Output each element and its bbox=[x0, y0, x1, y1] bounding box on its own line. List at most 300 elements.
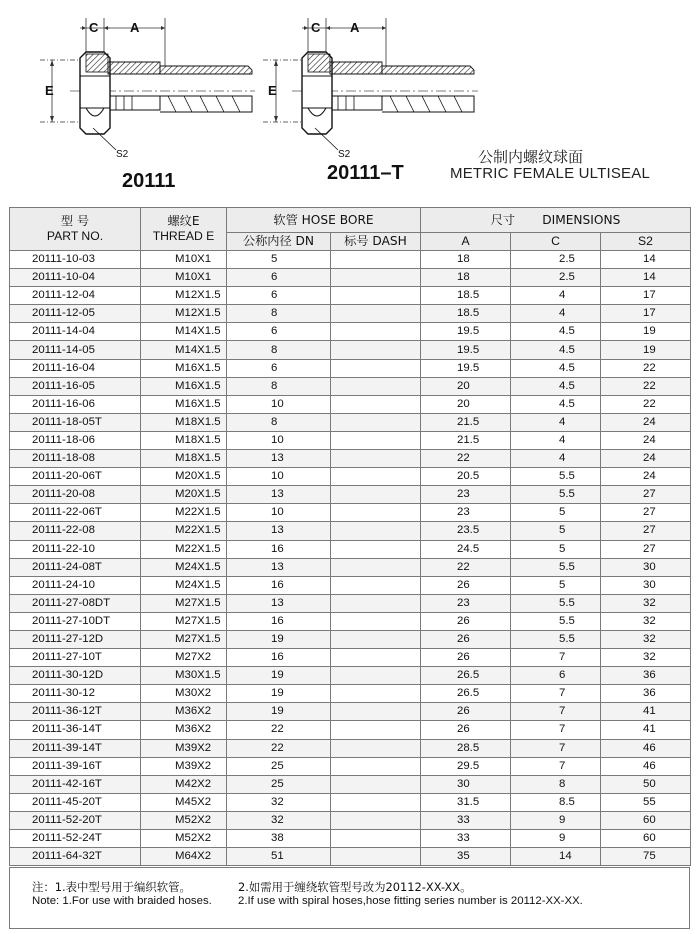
header-part-no bbox=[10, 208, 141, 251]
cell-s2: 24 bbox=[601, 468, 691, 486]
dim-a-label-2: A bbox=[350, 20, 360, 35]
cell-a: 26.5 bbox=[421, 667, 511, 685]
cell-dash bbox=[331, 540, 421, 558]
cell-thread: M52X2 bbox=[141, 811, 227, 829]
cell-c: 14 bbox=[511, 848, 601, 866]
cell-thread: M30X2 bbox=[141, 685, 227, 703]
cell-s2: 27 bbox=[601, 486, 691, 504]
cell-part-no: 20111-64-32T bbox=[10, 848, 141, 866]
cell-c: 9 bbox=[511, 830, 601, 848]
table-row bbox=[10, 757, 691, 775]
cell-c: 5 bbox=[511, 504, 601, 522]
cell-part-no: 20111-16-06 bbox=[10, 395, 141, 413]
cell-dash bbox=[331, 667, 421, 685]
note-cn-1: 注：1.表中型号用于编织软管。 bbox=[32, 880, 191, 894]
cell-thread: M52X2 bbox=[141, 830, 227, 848]
cell-a: 26 bbox=[421, 576, 511, 594]
model-number-20111: 20111 bbox=[122, 170, 176, 192]
cell-part-no: 20111-16-05 bbox=[10, 377, 141, 395]
cell-s2: 32 bbox=[601, 612, 691, 630]
header-part-en: PART NO. bbox=[46, 229, 104, 243]
cell-dash bbox=[331, 269, 421, 287]
cell-thread: M27X1.5 bbox=[141, 594, 227, 612]
cell-dash bbox=[331, 775, 421, 793]
cell-thread: M12X1.5 bbox=[141, 305, 227, 323]
cell-thread: M18X1.5 bbox=[141, 450, 227, 468]
table-row bbox=[10, 395, 691, 413]
cell-s2: 27 bbox=[601, 504, 691, 522]
table-row bbox=[10, 269, 691, 287]
cell-s2: 24 bbox=[601, 450, 691, 468]
cell-dn: 13 bbox=[227, 594, 331, 612]
cell-a: 26 bbox=[421, 649, 511, 667]
hex-s2-label-2: S2 bbox=[338, 149, 351, 160]
table-row bbox=[10, 721, 691, 739]
cell-c: 4.5 bbox=[511, 323, 601, 341]
cell-thread: M27X1.5 bbox=[141, 612, 227, 630]
cell-dn: 6 bbox=[227, 359, 331, 377]
cell-c: 5.5 bbox=[511, 486, 601, 504]
cell-dash bbox=[331, 649, 421, 667]
model-number-20111-t: 20111–T bbox=[327, 162, 404, 184]
cell-part-no: 20111-27-08DT bbox=[10, 594, 141, 612]
cell-dn: 19 bbox=[227, 630, 331, 648]
cell-dn: 16 bbox=[227, 649, 331, 667]
dim-e-label-1: E bbox=[45, 83, 54, 98]
cell-s2: 24 bbox=[601, 431, 691, 449]
cell-c: 7 bbox=[511, 721, 601, 739]
header-c: C bbox=[511, 233, 601, 251]
cell-s2: 46 bbox=[601, 757, 691, 775]
cell-part-no: 20111-52-24T bbox=[10, 830, 141, 848]
table-row bbox=[10, 377, 691, 395]
cell-dn: 19 bbox=[227, 667, 331, 685]
cell-s2: 46 bbox=[601, 739, 691, 757]
table-row bbox=[10, 612, 691, 630]
cell-dn: 13 bbox=[227, 486, 331, 504]
cell-a: 18.5 bbox=[421, 305, 511, 323]
table-row bbox=[10, 522, 691, 540]
table-row bbox=[10, 540, 691, 558]
header-a: A bbox=[421, 233, 511, 251]
cell-s2: 55 bbox=[601, 793, 691, 811]
cell-a: 24.5 bbox=[421, 540, 511, 558]
cell-part-no: 20111-52-20T bbox=[10, 811, 141, 829]
cell-part-no: 20111-20-08 bbox=[10, 486, 141, 504]
cell-a: 20 bbox=[421, 395, 511, 413]
cell-thread: M18X1.5 bbox=[141, 413, 227, 431]
cell-part-no: 20111-22-08 bbox=[10, 522, 141, 540]
cell-s2: 17 bbox=[601, 287, 691, 305]
cell-c: 5 bbox=[511, 540, 601, 558]
cell-part-no: 20111-12-05 bbox=[10, 305, 141, 323]
cell-a: 23 bbox=[421, 504, 511, 522]
cell-dash bbox=[331, 721, 421, 739]
cell-dash bbox=[331, 630, 421, 648]
cell-dash bbox=[331, 504, 421, 522]
cell-part-no: 20111-27-10DT bbox=[10, 612, 141, 630]
cell-a: 18 bbox=[421, 269, 511, 287]
cell-part-no: 20111-14-04 bbox=[10, 323, 141, 341]
cell-dash bbox=[331, 558, 421, 576]
cell-a: 31.5 bbox=[421, 793, 511, 811]
cell-dash bbox=[331, 377, 421, 395]
cell-dash bbox=[331, 594, 421, 612]
table-row bbox=[10, 685, 691, 703]
cell-dn: 8 bbox=[227, 413, 331, 431]
cell-part-no: 20111-20-06T bbox=[10, 468, 141, 486]
cell-c: 4 bbox=[511, 287, 601, 305]
table-row bbox=[10, 450, 691, 468]
cell-a: 19.5 bbox=[421, 359, 511, 377]
cell-part-no: 20111-16-04 bbox=[10, 359, 141, 377]
header-s2: S2 bbox=[601, 233, 691, 251]
cell-s2: 32 bbox=[601, 594, 691, 612]
cell-dash bbox=[331, 450, 421, 468]
cell-dn: 32 bbox=[227, 793, 331, 811]
cell-s2: 24 bbox=[601, 413, 691, 431]
hex-s2-label-1: S2 bbox=[116, 149, 129, 160]
cell-dn: 16 bbox=[227, 612, 331, 630]
dim-c-label-1: C bbox=[89, 20, 99, 35]
cell-a: 20.5 bbox=[421, 468, 511, 486]
cell-a: 21.5 bbox=[421, 413, 511, 431]
cell-part-no: 20111-18-08 bbox=[10, 450, 141, 468]
cell-a: 21.5 bbox=[421, 431, 511, 449]
cell-thread: M20X1.5 bbox=[141, 468, 227, 486]
cell-a: 26 bbox=[421, 630, 511, 648]
cell-dash bbox=[331, 576, 421, 594]
cell-part-no: 20111-10-03 bbox=[10, 251, 141, 269]
cell-dn: 10 bbox=[227, 468, 331, 486]
header-dash: 标号 DASH bbox=[331, 233, 421, 251]
cell-dn: 16 bbox=[227, 540, 331, 558]
header-part-cn: 型 号 bbox=[60, 214, 90, 228]
header-thread-en: THREAD E bbox=[152, 229, 215, 243]
cell-c: 8 bbox=[511, 775, 601, 793]
cell-part-no: 20111-39-16T bbox=[10, 757, 141, 775]
cell-a: 28.5 bbox=[421, 739, 511, 757]
cell-part-no: 20111-30-12 bbox=[10, 685, 141, 703]
cell-dn: 8 bbox=[227, 377, 331, 395]
cell-a: 33 bbox=[421, 811, 511, 829]
cell-dash bbox=[331, 305, 421, 323]
cell-s2: 75 bbox=[601, 848, 691, 866]
cell-dn: 22 bbox=[227, 721, 331, 739]
cell-thread: M18X1.5 bbox=[141, 431, 227, 449]
cell-dash bbox=[331, 341, 421, 359]
cell-c: 5 bbox=[511, 522, 601, 540]
cell-a: 23 bbox=[421, 486, 511, 504]
cell-dash bbox=[331, 468, 421, 486]
cell-thread: M64X2 bbox=[141, 848, 227, 866]
cell-dash bbox=[331, 251, 421, 269]
notes-box bbox=[9, 867, 690, 929]
cell-dn: 10 bbox=[227, 395, 331, 413]
cell-a: 29.5 bbox=[421, 757, 511, 775]
cell-dash bbox=[331, 757, 421, 775]
cell-s2: 27 bbox=[601, 540, 691, 558]
cell-a: 23.5 bbox=[421, 522, 511, 540]
cell-c: 5.5 bbox=[511, 630, 601, 648]
cell-dash bbox=[331, 811, 421, 829]
cell-part-no: 20111-45-20T bbox=[10, 793, 141, 811]
cell-thread: M39X2 bbox=[141, 739, 227, 757]
cell-dn: 8 bbox=[227, 305, 331, 323]
cell-s2: 27 bbox=[601, 522, 691, 540]
table-row bbox=[10, 703, 691, 721]
cell-part-no: 20111-14-05 bbox=[10, 341, 141, 359]
cell-a: 22 bbox=[421, 450, 511, 468]
cell-dn: 5 bbox=[227, 251, 331, 269]
cell-s2: 41 bbox=[601, 721, 691, 739]
cell-thread: M45X2 bbox=[141, 793, 227, 811]
cell-thread: M10X1 bbox=[141, 269, 227, 287]
cell-c: 9 bbox=[511, 811, 601, 829]
table-row bbox=[10, 775, 691, 793]
cell-part-no: 20111-39-14T bbox=[10, 739, 141, 757]
table-row bbox=[10, 630, 691, 648]
fitting-drawing-20111-t bbox=[263, 18, 478, 160]
cell-thread: M36X2 bbox=[141, 703, 227, 721]
cell-a: 18 bbox=[421, 251, 511, 269]
cell-thread: M24X1.5 bbox=[141, 576, 227, 594]
note-en-2: 2.If use with spiral hoses,hose fitting series number is 20112-XX-XX. bbox=[238, 895, 583, 907]
cell-a: 22 bbox=[421, 558, 511, 576]
cell-s2: 60 bbox=[601, 811, 691, 829]
cell-c: 6 bbox=[511, 667, 601, 685]
cell-a: 19.5 bbox=[421, 323, 511, 341]
cell-c: 4.5 bbox=[511, 359, 601, 377]
cell-thread: M16X1.5 bbox=[141, 359, 227, 377]
table-row bbox=[10, 486, 691, 504]
cell-c: 2.5 bbox=[511, 269, 601, 287]
cell-dn: 25 bbox=[227, 757, 331, 775]
cell-c: 5.5 bbox=[511, 612, 601, 630]
cell-a: 33 bbox=[421, 830, 511, 848]
cell-thread: M22X1.5 bbox=[141, 504, 227, 522]
cell-dn: 51 bbox=[227, 848, 331, 866]
cell-s2: 22 bbox=[601, 377, 691, 395]
table-row bbox=[10, 431, 691, 449]
cell-thread: M42X2 bbox=[141, 775, 227, 793]
fitting-drawing-20111 bbox=[40, 18, 255, 160]
cell-c: 7 bbox=[511, 739, 601, 757]
product-title-en: METRIC FEMALE ULTISEAL bbox=[450, 165, 650, 182]
cell-a: 19.5 bbox=[421, 341, 511, 359]
cell-dash bbox=[331, 793, 421, 811]
cell-dn: 38 bbox=[227, 830, 331, 848]
cell-c: 8.5 bbox=[511, 793, 601, 811]
cell-c: 7 bbox=[511, 757, 601, 775]
cell-s2: 22 bbox=[601, 359, 691, 377]
table-row bbox=[10, 848, 691, 866]
product-title-cn: 公制内螺纹球面 bbox=[478, 148, 584, 166]
table-row bbox=[10, 468, 691, 486]
cell-a: 26.5 bbox=[421, 685, 511, 703]
cell-dash bbox=[331, 413, 421, 431]
table-row bbox=[10, 830, 691, 848]
cell-s2: 14 bbox=[601, 269, 691, 287]
table-row bbox=[10, 323, 691, 341]
cell-dash bbox=[331, 685, 421, 703]
cell-c: 7 bbox=[511, 649, 601, 667]
cell-s2: 41 bbox=[601, 703, 691, 721]
table-row bbox=[10, 413, 691, 431]
cell-part-no: 20111-36-14T bbox=[10, 721, 141, 739]
table-row bbox=[10, 576, 691, 594]
cell-dn: 10 bbox=[227, 504, 331, 522]
cell-part-no: 20111-36-12T bbox=[10, 703, 141, 721]
cell-dash bbox=[331, 323, 421, 341]
cell-s2: 32 bbox=[601, 630, 691, 648]
cell-c: 4 bbox=[511, 305, 601, 323]
cell-dn: 6 bbox=[227, 269, 331, 287]
cell-dn: 22 bbox=[227, 739, 331, 757]
cell-c: 7 bbox=[511, 703, 601, 721]
note-en-1: Note: 1.For use with braided hoses. bbox=[32, 895, 212, 907]
cell-thread: M27X2 bbox=[141, 649, 227, 667]
cell-dash bbox=[331, 395, 421, 413]
cell-a: 30 bbox=[421, 775, 511, 793]
cell-s2: 22 bbox=[601, 395, 691, 413]
note-cn-2: 2.如需用于缠绕软管型号改为20112-XX-XX。 bbox=[238, 880, 472, 894]
cell-part-no: 20111-12-04 bbox=[10, 287, 141, 305]
cell-c: 4.5 bbox=[511, 395, 601, 413]
cell-s2: 14 bbox=[601, 251, 691, 269]
cell-a: 18.5 bbox=[421, 287, 511, 305]
table-row bbox=[10, 504, 691, 522]
cell-thread: M10X1 bbox=[141, 251, 227, 269]
cell-dash bbox=[331, 739, 421, 757]
cell-thread: M16X1.5 bbox=[141, 395, 227, 413]
cell-part-no: 20111-24-08T bbox=[10, 558, 141, 576]
cell-dash bbox=[331, 830, 421, 848]
cell-s2: 17 bbox=[601, 305, 691, 323]
table-body bbox=[10, 251, 691, 866]
table-row bbox=[10, 649, 691, 667]
cell-thread: M22X1.5 bbox=[141, 522, 227, 540]
cell-c: 5.5 bbox=[511, 594, 601, 612]
cell-c: 4 bbox=[511, 431, 601, 449]
cell-a: 26 bbox=[421, 612, 511, 630]
cell-dn: 13 bbox=[227, 522, 331, 540]
cell-dn: 16 bbox=[227, 576, 331, 594]
cell-s2: 19 bbox=[601, 341, 691, 359]
cell-c: 4 bbox=[511, 413, 601, 431]
cell-dash bbox=[331, 522, 421, 540]
cell-thread: M27X1.5 bbox=[141, 630, 227, 648]
cell-a: 26 bbox=[421, 721, 511, 739]
cell-dn: 6 bbox=[227, 287, 331, 305]
cell-thread: M39X2 bbox=[141, 757, 227, 775]
cell-a: 35 bbox=[421, 848, 511, 866]
cell-s2: 36 bbox=[601, 667, 691, 685]
cell-part-no: 20111-27-12D bbox=[10, 630, 141, 648]
table-row bbox=[10, 594, 691, 612]
cell-thread: M14X1.5 bbox=[141, 341, 227, 359]
cell-thread: M30X1.5 bbox=[141, 667, 227, 685]
cell-a: 23 bbox=[421, 594, 511, 612]
cell-c: 2.5 bbox=[511, 251, 601, 269]
dim-c-label-2: C bbox=[311, 20, 321, 35]
cell-dn: 13 bbox=[227, 450, 331, 468]
cell-a: 26 bbox=[421, 703, 511, 721]
cell-dash bbox=[331, 431, 421, 449]
cell-dn: 8 bbox=[227, 341, 331, 359]
table-row bbox=[10, 359, 691, 377]
cell-part-no: 20111-24-10 bbox=[10, 576, 141, 594]
cell-s2: 60 bbox=[601, 830, 691, 848]
cell-part-no: 20111-22-10 bbox=[10, 540, 141, 558]
cell-s2: 36 bbox=[601, 685, 691, 703]
cell-s2: 50 bbox=[601, 775, 691, 793]
table-row bbox=[10, 739, 691, 757]
cell-a: 20 bbox=[421, 377, 511, 395]
cell-dn: 10 bbox=[227, 431, 331, 449]
cell-dn: 32 bbox=[227, 811, 331, 829]
cell-thread: M22X1.5 bbox=[141, 540, 227, 558]
cell-c: 4 bbox=[511, 450, 601, 468]
cell-s2: 32 bbox=[601, 649, 691, 667]
header-thread-cn: 螺纹E bbox=[167, 214, 200, 228]
table-row bbox=[10, 811, 691, 829]
cell-c: 4.5 bbox=[511, 377, 601, 395]
cell-c: 7 bbox=[511, 685, 601, 703]
cell-dash bbox=[331, 703, 421, 721]
table-row bbox=[10, 251, 691, 269]
cell-c: 4.5 bbox=[511, 341, 601, 359]
cell-thread: M36X2 bbox=[141, 721, 227, 739]
cell-part-no: 20111-42-16T bbox=[10, 775, 141, 793]
cell-dn: 13 bbox=[227, 558, 331, 576]
cell-dn: 6 bbox=[227, 323, 331, 341]
cell-s2: 30 bbox=[601, 558, 691, 576]
table-row bbox=[10, 341, 691, 359]
table-row bbox=[10, 793, 691, 811]
header-hose-bore: 软管 HOSE BORE bbox=[227, 208, 421, 233]
header-dimensions: 尺寸 DIMENSIONS bbox=[421, 208, 691, 233]
cell-thread: M14X1.5 bbox=[141, 323, 227, 341]
dim-e-label-2: E bbox=[268, 83, 277, 98]
cell-part-no: 20111-30-12D bbox=[10, 667, 141, 685]
cell-part-no: 20111-18-05T bbox=[10, 413, 141, 431]
cell-c: 5.5 bbox=[511, 468, 601, 486]
cell-part-no: 20111-10-04 bbox=[10, 269, 141, 287]
cell-thread: M16X1.5 bbox=[141, 377, 227, 395]
cell-part-no: 20111-27-10T bbox=[10, 649, 141, 667]
cell-thread: M20X1.5 bbox=[141, 486, 227, 504]
header-dn: 公称内径 DN bbox=[227, 233, 331, 251]
dim-a-label-1: A bbox=[130, 20, 140, 35]
cell-s2: 19 bbox=[601, 323, 691, 341]
cell-s2: 30 bbox=[601, 576, 691, 594]
cell-dn: 19 bbox=[227, 703, 331, 721]
cell-dash bbox=[331, 359, 421, 377]
cell-dn: 19 bbox=[227, 685, 331, 703]
cell-c: 5 bbox=[511, 576, 601, 594]
cell-dash bbox=[331, 848, 421, 866]
cell-part-no: 20111-18-06 bbox=[10, 431, 141, 449]
cell-dash bbox=[331, 287, 421, 305]
cell-part-no: 20111-22-06T bbox=[10, 504, 141, 522]
table-row bbox=[10, 305, 691, 323]
cell-dash bbox=[331, 612, 421, 630]
cell-dn: 25 bbox=[227, 775, 331, 793]
cell-thread: M24X1.5 bbox=[141, 558, 227, 576]
cell-thread: M12X1.5 bbox=[141, 287, 227, 305]
table-row bbox=[10, 558, 691, 576]
